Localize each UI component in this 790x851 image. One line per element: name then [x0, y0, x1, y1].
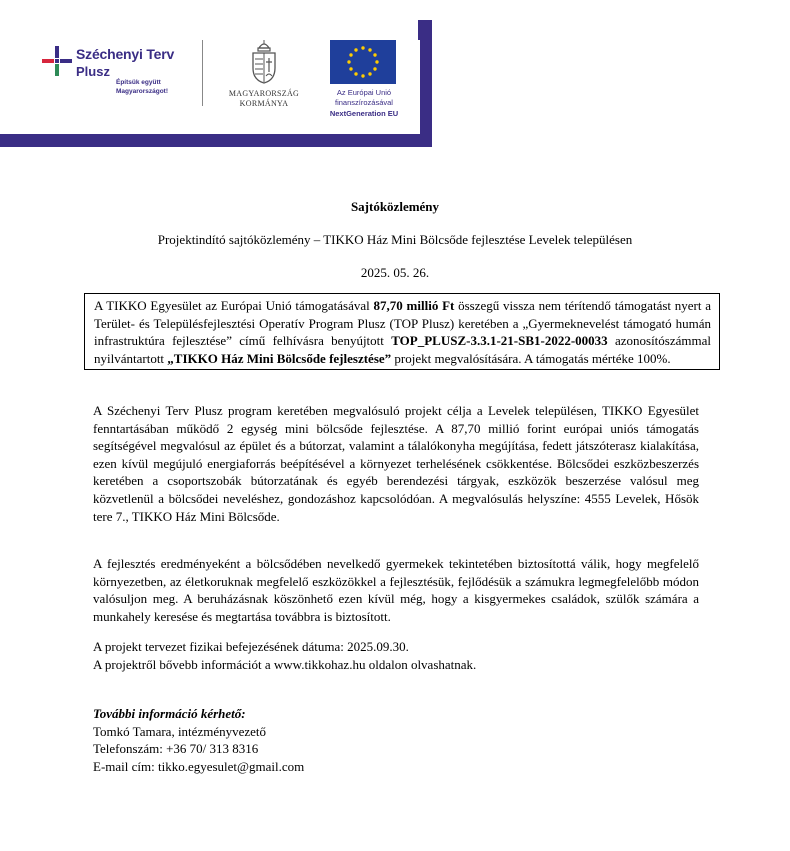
kormany-line2: KORMÁNYA — [239, 99, 289, 108]
more-info: A projektről bővebb információt a www.tikkohaz.hu oldalon olvashatnak. — [93, 656, 477, 672]
szechenyi-slogan: Építsük együtt Magyarországot! — [116, 79, 169, 95]
completion-date: A projekt tervezet fizikai befejezésének dátuma: 2025.09.30. — [93, 639, 409, 654]
header-banner — [0, 0, 790, 160]
eu-line3: NextGeneration EU — [329, 109, 399, 118]
paragraph-results: A fejlesztés eredményeként a bölcsődében nevelkedő gyermekek tekintetében biztosítottá válik, hogy megfelelő környezetben, az életkoruknak megfelelő eszközökkel a fejlesztésük, fejlődésük a számukra legmegfelelőbb módon valósuljon meg. A beruházásnak köszönhető ezen kívül még, hogy a kisgyermekes családok, szülők számára a munkahely keresése és megtartása továbbra is biztosított. — [93, 556, 699, 624]
eu-flag-icon — [330, 40, 396, 84]
box-text-3: azonosítószámmal nyilvántartott — [94, 333, 712, 366]
szechenyi-plusz: Plusz — [76, 64, 110, 79]
page-subtitle: Projektindító sajtóközlemény – TIKKO Ház Mini Bölcsőde fejlesztése Levelek településen — [157, 232, 633, 247]
contact-heading: További információ kérhető: — [93, 706, 246, 721]
szechenyi-terv-logo — [42, 44, 192, 106]
contact-phone: Telefonszám: +36 70/ 313 8316 — [93, 741, 259, 756]
szechenyi-plus-icon — [42, 46, 72, 76]
funding-summary-box — [84, 293, 720, 370]
banner-bar-horizontal — [0, 134, 430, 147]
paragraph-project-goal: A Széchenyi Terv Plusz program keretében megvalósuló projekt célja a Levelek településen, TIKKO Egyesület fenntartásában működő 2 egység mini bölcsőde fejlesztése. A 87,70 millió forint európai uniós támogatás segítségével megvalósul az épület és a bútorzat, valamint a tálalókonyha megújítása, fedett játszóterasz kialakítása, ezen kívül megújuló energiaforrás beépítésével a környezet terhelésének csökkentése. Bölcsődei eszközbeszerzés keretében a csoportszobák bútorzatának és egyéb berendezési tárgyak, eszközök beszerzése valósul meg közvetlenül a bölcsődei neveléshez, gondozáshoz kapcsolódóan. A megvalósulás helyszíne: 4555 Levelek, Hősök tere 7., TIKKO Ház Mini Bölcsőde. — [93, 403, 699, 524]
project-code: TOP_PLUSZ-3.3.1-21-SB1-2022-00033 — [391, 333, 608, 349]
page-title: Sajtóközlemény — [350, 199, 440, 214]
box-text-4: projekt megvalósítására. A támogatás mértéke 100%. — [391, 350, 671, 366]
eu-funding-logo — [318, 40, 410, 120]
szechenyi-title: Széchenyi Terv — [76, 46, 175, 62]
magyarorszag-kormanya-logo — [222, 40, 306, 110]
funding-amount: 87,70 millió Ft — [373, 298, 455, 313]
contact-name: Tomkó Tamara, intézményvezető — [93, 723, 267, 739]
contact-email: E-mail cím: tikko.egyesulet@gmail.com — [93, 758, 305, 774]
contact-block — [93, 705, 593, 775]
kormany-line1: MAGYARORSZÁG — [228, 89, 300, 98]
document-date: 2025. 05. 26. — [360, 265, 430, 280]
project-name: „TIKKO Ház Mini Bölcsőde fejlesztése” — [167, 350, 392, 366]
logo-divider — [202, 40, 203, 106]
eu-line1: Az Európai Unió — [336, 88, 392, 97]
eu-line2: finanszírozásával — [335, 98, 393, 107]
box-text-2: összegű vissza nem térítendő támogatást nyert a Terület- és Településfejlesztési Operatív Program Plusz (TOP Plusz) keretében a „Gyermeknevelést támogató humán infrastruktúra fejlesztése” című felhívásra benyújtott — [94, 298, 712, 349]
coat-of-arms-icon — [250, 40, 278, 84]
box-text-1: A TIKKO Egyesület az Európai Unió támogatásával — [94, 298, 374, 313]
banner-bar-vertical — [420, 20, 432, 147]
paragraph-completion-info — [93, 638, 699, 673]
